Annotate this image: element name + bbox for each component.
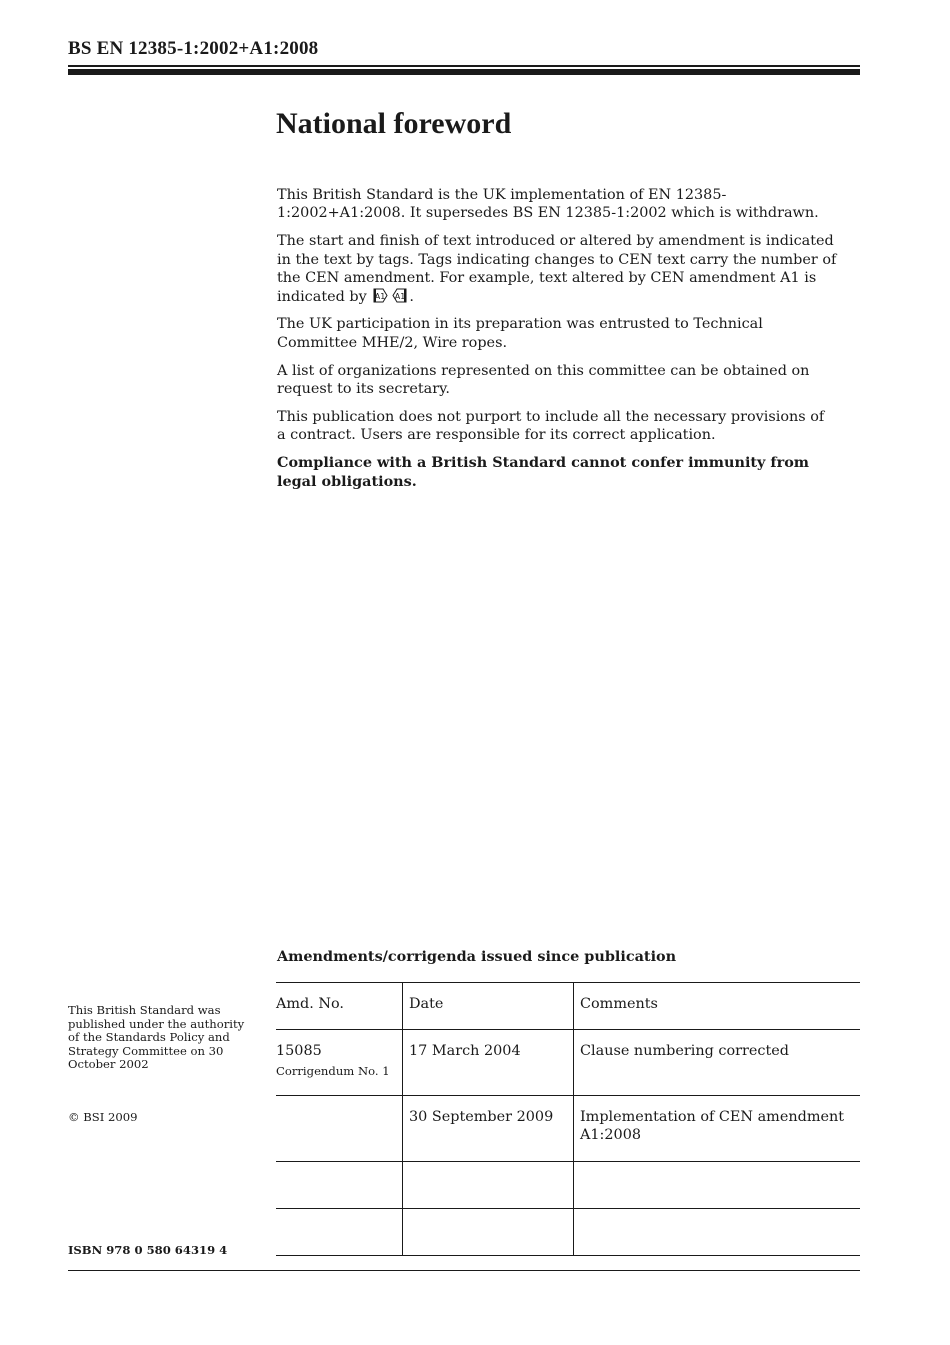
paragraph-committee: The UK participation in its preparation was entrusted to Technical Committee MHE/2, Wire ropes. [277,316,763,351]
table-header-row [276,983,860,1030]
paragraph-amendment-tags [277,232,837,306]
amendment-end-tag-icon [392,288,407,303]
footer-rule [68,1270,860,1271]
table-row-empty [276,1209,860,1256]
table-row-empty [276,1162,860,1209]
column-header-comments: Comments [574,983,861,1030]
amd-note: Corrigendum No. 1 [276,1064,390,1079]
amendments-table [276,982,860,1256]
table-row [276,1030,860,1096]
header-rule-thin [68,65,860,67]
cell-amd-no [276,1030,403,1096]
paragraph-implementation: This British Standard is the UK implementation of EN 12385-1:2002+A1:2008. It supersedes BS EN 12385-1:2002 which is withdrawn. [277,187,819,222]
isbn: ISBN 978 0 580 64319 4 [68,1243,228,1257]
cell-comments: Implementation of CEN amendment A1:2008 [574,1096,861,1162]
column-header-amd-no: Amd. No. [276,983,403,1030]
table-row [276,1096,860,1162]
amendment-start-tag-icon [373,288,388,303]
cell-date: 17 March 2004 [403,1030,574,1096]
header-rule-thick [68,69,860,75]
standard-id-header: BS EN 12385-1:2002+A1:2008 [68,38,319,59]
paragraph-compliance: Compliance with a British Standard cannot confer immunity from legal obligations. [277,454,810,490]
copyright-note: © BSI 2009 [68,1110,138,1124]
publication-note: This British Standard was published under the authority of the Standards Policy and Strategy Committee on 30 October 2002 [68,1003,245,1072]
start-tag-label: A1 [375,291,386,301]
cell-amd-no [276,1096,403,1162]
amendments-heading: Amendments/corrigenda issued since publication [277,948,677,965]
cell-empty [276,1209,403,1256]
end-tag-label: A1 [395,291,406,301]
cell-date: 30 September 2009 [403,1096,574,1162]
cell-empty [403,1162,574,1209]
cell-empty [574,1209,861,1256]
paragraph-amendment-tags-text: The start and finish of text introduced or altered by amendment is indicated in the text by tags. Tags indicating changes to CEN text carry the number of the CEN amendment. For example, text altered by CEN amendment A1 is indicated by [277,233,837,305]
cell-empty [403,1209,574,1256]
cell-comments: Clause numbering corrected [574,1030,861,1096]
column-header-date: Date [403,983,574,1030]
cell-empty [276,1162,403,1209]
paragraph-provisions: This publication does not purport to include all the necessary provisions of a contract. Users are responsible for its correct application. [277,409,825,444]
paragraph-organizations: A list of organizations represented on this committee can be obtained on request to its secretary. [277,362,810,398]
foreword-body [277,186,837,501]
cell-empty [574,1162,861,1209]
amd-number: 15085 [276,1043,322,1059]
paragraph-amendment-tags-end: . [409,288,414,305]
page-title: National foreword [276,107,512,140]
